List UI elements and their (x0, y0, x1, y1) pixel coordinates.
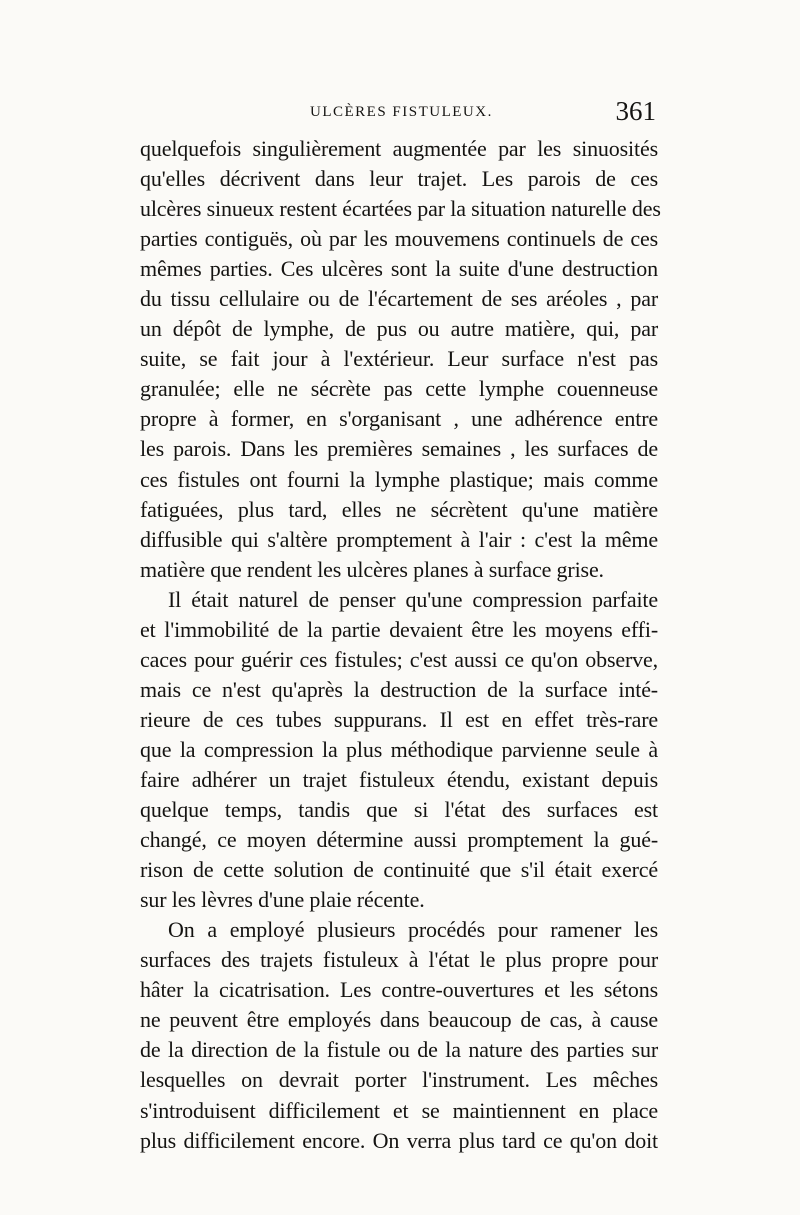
text-line: changé, ce moyen détermine aussi promptement la gué- (140, 827, 658, 853)
text-line: quelquefois singulièrement augmentée par les sinuosités (140, 136, 658, 161)
text-line: de la direction de la fistule ou de la nature des parties sur (140, 1037, 658, 1063)
page-number: 361 (615, 96, 656, 126)
text-line: que la compression la plus méthodique parvienne seule à (140, 736, 658, 762)
text-line: matière que rendent les ulcères planes à surface grise. (140, 556, 604, 582)
body-text (140, 134, 661, 1156)
text-line: lesquelles on devrait porter l'instrument. Les mêches (140, 1067, 658, 1093)
text-line: sur les lèvres d'une plaie récente. (140, 887, 425, 913)
text-line: granulée; elle ne sécrète pas cette lymphe couenneuse (140, 376, 658, 402)
text-line: caces pour guérir ces fistules; c'est aussi ce qu'on observe, (140, 646, 658, 672)
text-line: mêmes parties. Ces ulcères sont la suite d'une destruction (140, 256, 658, 282)
text-line: un dépôt de lymphe, de pus ou autre matière, qui, par (140, 316, 658, 342)
text-line: les parois. Dans les premières semaines , les surfaces de (140, 436, 658, 462)
text-line: ces fistules ont fourni la lymphe plastique; mais comme (140, 466, 658, 492)
text-line: On a employé plusieurs procédés pour ramener les (168, 917, 658, 943)
text-line: fatiguées, plus tard, elles ne sécrètent qu'une matière (140, 496, 658, 522)
text-line: rison de cette solution de continuité que s'il était exercé (140, 857, 658, 883)
page-header (140, 98, 658, 128)
text-line: faire adhérer un trajet fistuleux étendu, existant depuis (140, 766, 658, 792)
text-line: qu'elles décrivent dans leur trajet. Les parois de ces (140, 166, 658, 192)
text-line: diffusible qui s'altère promptement à l'air : c'est la même (140, 526, 658, 552)
text-line: propre à former, en s'organisant , une adhérence entre (140, 406, 658, 432)
text-line: ne peuvent être employés dans beaucoup de cas, à cause (140, 1007, 658, 1033)
text-line: hâter la cicatrisation. Les contre-ouvertures et les sétons (140, 977, 658, 1003)
text-line: parties contiguës, où par les mouvemens continuels de ces (140, 226, 658, 252)
text-line: s'introduisent difficilement et se maintiennent en place (140, 1097, 658, 1123)
text-line: et l'immobilité de la partie devaient être les moyens effi- (140, 616, 658, 642)
text-line: du tissu cellulaire ou de l'écartement de ses aréoles , par (140, 286, 658, 312)
text-line: suite, se fait jour à l'extérieur. Leur surface n'est pas (140, 346, 658, 372)
text-line: mais ce n'est qu'après la destruction de la surface inté- (140, 676, 658, 702)
text-line: quelque temps, tandis que si l'état des surfaces est (140, 797, 658, 823)
running-title: ULCÈRES FISTULEUX. (310, 104, 493, 120)
text-line: plus difficilement encore. On verra plus tard ce qu'on doit (140, 1127, 658, 1153)
text-line: rieure de ces tubes suppurans. Il est en effet très-rare (140, 706, 658, 732)
text-line: Il était naturel de penser qu'une compression parfaite (168, 586, 658, 612)
text-line: surfaces des trajets fistuleux à l'état le plus propre pour (140, 947, 658, 973)
text-line: ulcères sinueux restent écartées par la situation naturelle des (140, 196, 661, 222)
